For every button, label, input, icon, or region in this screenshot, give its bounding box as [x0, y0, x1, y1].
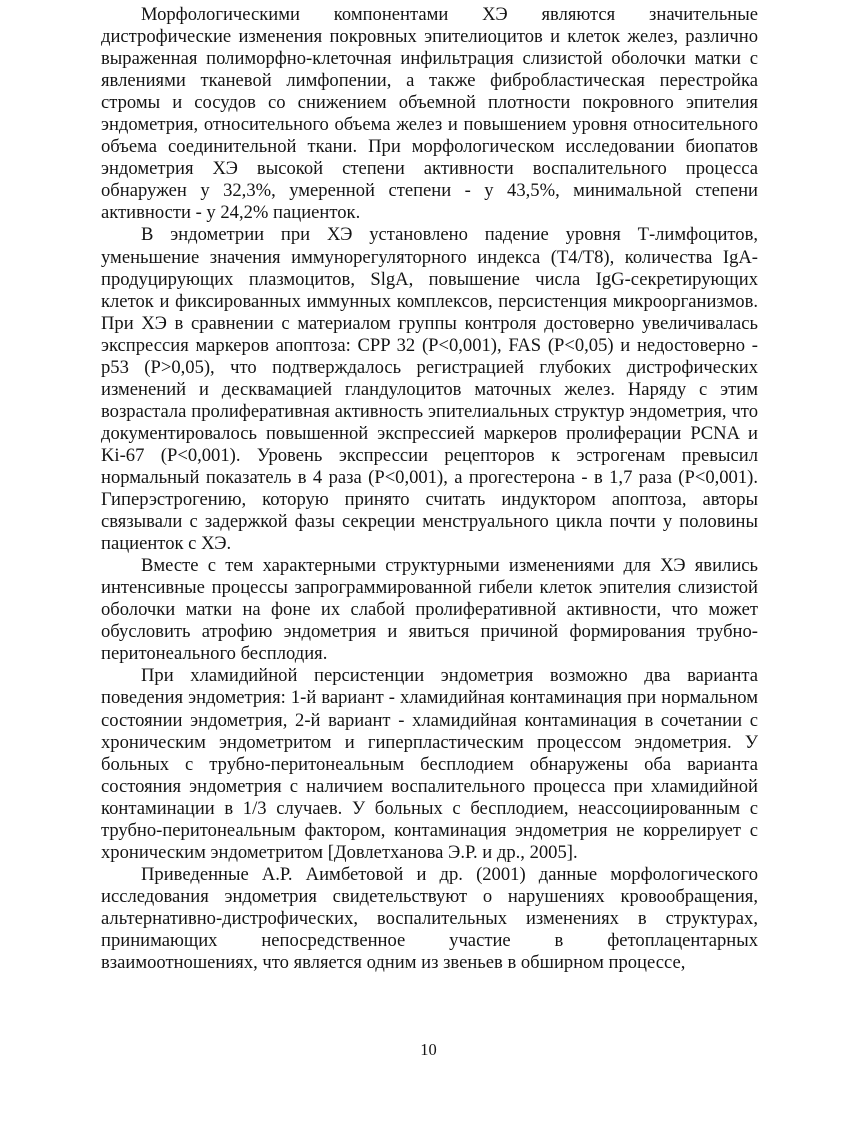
paragraph-aimbetova: Приведенные А.Р. Аимбетовой и др. (2001) данные морфологического исследования эндометрия свидетельствуют о нарушениях кровообращения, альтернативно-дистрофических, воспалительных изменениях в структурах, принимающих непосредственное участие в фетоплацентарных взаимоотношениях, что является одним из звеньев в обширном процессе,: [101, 863, 758, 974]
page-number: 10: [420, 1040, 437, 1059]
paragraph-immunology-apoptosis: В эндометрии при ХЭ установлено падение уровня Т-лимфоцитов, уменьшение значения иммунорегуляторного индекса (Т4/Т8), количества IgA-продуцирующих плазмоцитов, SlgA, повышение числа IgG-секретирующих клеток и фиксированных иммунных комплексов, персистенция микроорганизмов. При ХЭ в сравнении с материалом группы контроля достоверно увеличивалась экспрессия маркеров апоптоза: CPP 32 (P<0,001), FAS (P<0,05) и недостоверно - p53 (P>0,05), что подтверждалось регистрацией глубоких дистрофических изменений и десквамацией гландулоцитов маточных желез. Наряду с этим возрастала пролиферативная активность эпителиальных структур эндометрия, что документировалось повышенной экспрессией маркеров пролиферации PCNA и Ki-67 (P<0,001). Уровень экспрессии рецепторов к эстрогенам превысил нормальный показатель в 4 раза (P<0,001), а прогестерона - в 1,7 раза (P<0,001). Гиперэстрогению, которую принято считать индуктором апоптоза, авторы связывали с задержкой фазы секреции менструального цикла почти у половины пациенток с ХЭ.: [101, 224, 758, 555]
paragraph-morphology: Морфологическими компонентами ХЭ являются значительные дистрофические изменения покровных эпителиоцитов и клеток желез, различно выраженная полиморфно-клеточная инфильтрация слизистой оболочки матки с явлениями тканевой лимфопении, а также фибробластическая перестройка стромы и сосудов со снижением объемной плотности покровного эпителия эндометрия, относительного объема желез и повышением уровня относительного объема соединительной ткани. При морфологическом исследовании биопатов эндометрия ХЭ высокой степени активности воспалительного процесса обнаружен у 32,3%, умеренной степени - у 43,5%, минимальной степени активности - у 24,2% пациенток.: [101, 4, 758, 224]
body-text: [101, 4, 758, 974]
paragraph-structural-changes: Вместе с тем характерными структурными изменениями для ХЭ явились интенсивные процессы запрограммированной гибели клеток эпителия слизистой оболочки матки на фоне их слабой пролиферативной активности, что может обусловить атрофию эндометрия и явиться причиной формирования трубно-перитонеального бесплодия.: [101, 555, 758, 665]
paragraph-chlamydia: При хламидийной персистенции эндометрия возможно два варианта поведения эндометрия: 1-й вариант - хламидийная контаминация при нормальном состоянии эндометрия, 2-й вариант - хламидийная контаминация в сочетании с хроническим эндометритом и гиперпластическим процессом эндометрия. У больных с трубно-перитонеальным бесплодием обнаружены оба варианта состояния эндометрия с наличием воспалительного процесса при хламидийной контаминации в 1/3 случаев. У больных с бесплодием, неассоциированным с трубно-перитонеальным фактором, контаминация эндометрия не коррелирует с хроническим эндометритом [Довлетханова Э.Р. и др., 2005].: [101, 665, 758, 863]
